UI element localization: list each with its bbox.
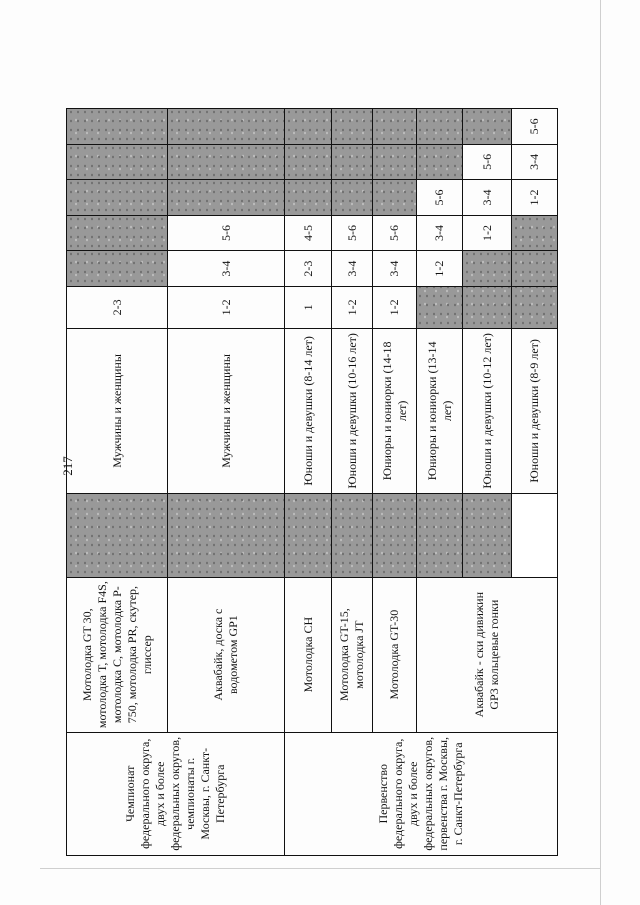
- shaded-cell: [463, 286, 512, 328]
- place-cell: 4-5: [285, 215, 332, 251]
- shaded-cell: [416, 144, 463, 180]
- place-cell: 1-2: [463, 215, 512, 251]
- table-frame: [66, 108, 558, 856]
- group-cell: Юноши и девушки (10-16 лет): [332, 328, 373, 493]
- shaded-cell: [67, 215, 168, 251]
- shaded-cell: [373, 109, 416, 145]
- place-cell: 3-4: [416, 215, 463, 251]
- place-cell: 2-3: [67, 286, 168, 328]
- shaded-cell: [332, 109, 373, 145]
- place-cell: 3-4: [463, 180, 512, 216]
- shaded-cell: [285, 180, 332, 216]
- qualification-table: [66, 108, 558, 856]
- place-cell: 5-6: [416, 180, 463, 216]
- shaded-cell: [67, 144, 168, 180]
- place-cell: 5-6: [332, 215, 373, 251]
- place-cell: 2-3: [285, 251, 332, 287]
- place-cell: 5-6: [373, 215, 416, 251]
- shaded-cell: [416, 286, 463, 328]
- place-cell: 1: [285, 286, 332, 328]
- place-cell: 3-4: [512, 144, 558, 180]
- place-cell: 5-6: [168, 215, 285, 251]
- shaded-cell: [373, 144, 416, 180]
- table-row: [285, 109, 332, 856]
- shaded-cell: [285, 109, 332, 145]
- shaded-cell: [67, 109, 168, 145]
- class-cell: Мотолодка GT-30: [373, 577, 416, 732]
- class-cell: Аквабайк, доска с водометом GP1: [168, 577, 285, 732]
- place-cell: 1-2: [416, 251, 463, 287]
- class-cell: Мотолодка GT-15, мотолодка JT: [332, 577, 373, 732]
- group-cell: Юноши и девушки (8-14 лет): [285, 328, 332, 493]
- shaded-cell: [463, 251, 512, 287]
- shaded-cell: [332, 144, 373, 180]
- table-row: [67, 109, 168, 856]
- shaded-cell: [512, 286, 558, 328]
- group-cell: Юноши и девушки (8-9 лет): [512, 328, 558, 493]
- place-cell: 3-4: [168, 251, 285, 287]
- class-cell: Мотолодка CH: [285, 577, 332, 732]
- shaded-cell: [512, 251, 558, 287]
- blank-cell: [512, 494, 558, 578]
- shaded-cell: [463, 109, 512, 145]
- shaded-cell: [373, 494, 416, 578]
- place-cell: 1-2: [168, 286, 285, 328]
- page-number: 217: [60, 456, 75, 476]
- championship-cell: Первенство федерального округа, двух и более федеральных округов, первенства г. Москвы, г. Санкт-Петербурга: [285, 732, 558, 855]
- championship-cell: Чемпионат федерального округа, двух и более федеральных округов, чемпионаты г. Москвы, г. Санкт-Петербурга: [67, 732, 285, 855]
- place-cell: 3-4: [332, 251, 373, 287]
- shaded-cell: [285, 494, 332, 578]
- shaded-cell: [168, 144, 285, 180]
- shaded-cell: [463, 494, 512, 578]
- shaded-cell: [67, 494, 168, 578]
- shaded-cell: [168, 109, 285, 145]
- class-cell: Аквабайк - ски дивижин GP3 кольцевые гонки: [416, 577, 557, 732]
- scan-edge-line: [40, 868, 600, 869]
- shaded-cell: [332, 180, 373, 216]
- place-cell: 5-6: [463, 144, 512, 180]
- shaded-cell: [373, 180, 416, 216]
- group-cell: Юноши и девушки (10-12 лет): [463, 328, 512, 493]
- shaded-cell: [67, 180, 168, 216]
- shaded-cell: [512, 215, 558, 251]
- shaded-cell: [416, 494, 463, 578]
- place-cell: 1-2: [332, 286, 373, 328]
- shaded-cell: [168, 180, 285, 216]
- shaded-cell: [332, 494, 373, 578]
- shaded-cell: [67, 251, 168, 287]
- group-cell: Юниоры и юниорки (14-18 лет): [373, 328, 416, 493]
- place-cell: 1-2: [373, 286, 416, 328]
- shaded-cell: [416, 109, 463, 145]
- group-cell: Мужчины и женщины: [67, 328, 168, 493]
- shaded-cell: [285, 144, 332, 180]
- scan-edge-line: [600, 0, 601, 905]
- group-cell: Юниоры и юниорки (13-14 лет): [416, 328, 463, 493]
- shaded-cell: [168, 494, 285, 578]
- place-cell: 1-2: [512, 180, 558, 216]
- place-cell: 3-4: [373, 251, 416, 287]
- group-cell: Мужчины и женщины: [168, 328, 285, 493]
- place-cell: 5-6: [512, 109, 558, 145]
- class-cell: Мотолодка GT 30, мотолодка T, мотолодка F4S, мотолодка C, мотолодка P-750, мотолодка PR, скутер, глиссер: [67, 577, 168, 732]
